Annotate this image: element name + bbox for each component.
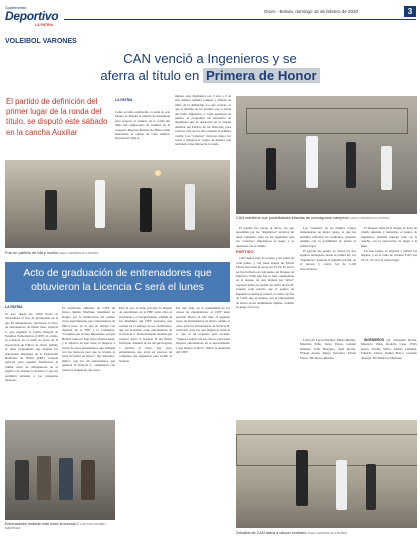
player-figure	[366, 464, 376, 510]
article1-headline	[0, 50, 420, 84]
logo-main-text: Deportivo	[5, 9, 59, 23]
results-section-title: PARTIDO	[236, 249, 254, 255]
page-number-badge	[404, 6, 416, 17]
results-can-lineup: CAN (3): Lucio Zeballos, Mario Murillo, Mauricio Peña, Javier Flores, Gabriel Jiménez, Iván Huaygua, Juan Rocha, Wilson Apaza, Diego Saavedra, Edwin Flores. DT Marco Murillo.	[300, 338, 356, 360]
article1-photo1-caption	[5, 250, 230, 255]
player-figure	[346, 142, 356, 188]
article1-photo-team	[236, 96, 417, 214]
article2-byline: LA PATRIA	[5, 305, 23, 309]
person-figure	[37, 456, 51, 500]
article1-byline: LA PATRIA	[115, 98, 133, 102]
player-figure	[185, 184, 195, 230]
photo2-caption-text: CAN mantiene sus posibilidades intactas de consagrarse campeón	[236, 216, 349, 220]
article2-photo-credit: CAPTURA RUBÉN MARTÍNEZ	[5, 522, 106, 530]
player-figure	[266, 148, 276, 190]
ingenieros-title: INGENIEROS	[364, 338, 385, 342]
article1-col1: Como se tenía establecido, la tarde de este sábado se disputó el partido de desempate para conocer al primero de la ronda del título del campeonato de voleibol en la categoría Mayores Primera de Honor rama masculina, el equipo de Club Atlético Nacional (CAN) se	[115, 110, 170, 141]
newspaper-logo	[5, 5, 61, 29]
photo1-caption-text: Fue un partido de ida y vuelta	[5, 250, 58, 255]
article2-headline-line2: obtuvieron la Licencia C será el lunes	[31, 282, 204, 293]
article2-photo-caption	[5, 522, 120, 530]
player-figure	[336, 460, 347, 510]
article2-caption-text: Entrenadores recibirán este lunes la licencia C	[5, 522, 80, 526]
article2-headline-band	[5, 262, 230, 302]
ingenieros-lineup-text: (2): Sebastián Rocha, Mauricio Vidal, Rodolfo Cano, Willy Iporre, Freddy Villca, Andrés Lemoine, Eduardo Claros, Daniel Bravo, Gonzalo Arteaga. DT Mauricio Martínez.	[361, 338, 417, 360]
player-figure	[381, 146, 392, 190]
results-photo-attack	[236, 420, 417, 528]
person-figure	[59, 458, 73, 500]
article1-col4b-text: En este torneo se llegaron a definir los lugares, y en la rama de varones CAN por 25-21, 25-16 y el cuarto lugar.	[361, 249, 417, 262]
article1-headline-line1: CAN venció a Ingenieros y se	[123, 51, 297, 66]
article1-col2: impuso ante Ingenieros por 3 sets a 2 de este manera terminó primero y afianzó su título en la definición. Lo que ocurrió, es que al término de los partidos por la ronda del título, Ingenieros y CAN igualaron en puntos, al programar un encuentro de desempate que se desarrolló en la cancha Auxiliar del Palacio de los Deportes, para conocer cuál de los dos ocupaba la primera casilla. Los "canarios" tuvieron mejor los cosas y ganaron el cotejo de manera que terminan como líderes de la ronda.	[175, 94, 231, 147]
page-number: 3	[407, 7, 413, 16]
page-header	[0, 0, 420, 32]
photo3-caption-text: Zeballos de CAN ataca a campo contrario	[236, 531, 307, 535]
person-figure	[81, 460, 95, 500]
photo3-credit: ALEX CAMARGO/LA PATRIA	[307, 531, 348, 535]
photo1-credit: ALEX CAMARGO/LA PATRIA	[58, 251, 99, 255]
article2-headline-line1: Acto de graduación de entrenadores que	[23, 268, 212, 279]
player-figure	[306, 136, 318, 188]
article1-headline-line2-wrap	[0, 67, 420, 84]
results-col1b-text: CAN nunca bajó los brazos y dio pelea en cada punto, y con buen ataque de Edwin Flores marcaron el tercer set 25-22. El tercer set fue luchado en cada punto, un bloqueo de Mauricio Vidal que fue el más contundente en el ataque, de esta manera los "albos" lograron ganar en sentido un cierre de 25-20. Cuando todo parecía que el equipo de Ingenieros tendría el control, el cuarto set fue de CAN, que se impuso con la Universidad de Oruro en un rendimiento óptimo, avalado su juego en la red.	[236, 256, 294, 309]
net-shape	[246, 108, 408, 134]
net-shape	[236, 434, 417, 466]
results-col1	[236, 226, 294, 416]
article2-col3: Para el acto se tiene previsto, la llegada de autoridades de la FBF, entre ellos el presidente y el vicepresidente, además de los miembros del CIEF nacional, que estarán en la entrega de los certificados, que los acreditan como entrenadores de la licencia C. Posteriormente tendrán que avanzar hacia la licencia B del fútbol boliviano. Además de los 49 que llegaron a aprobar el curso, hay otros entrenadores que están en proceso de completar sus exigencias para recibir la licencia.	[119, 306, 172, 363]
ball-icon	[155, 170, 161, 176]
article2-col4: Por otro lado, en la continuidad de los cursos de entrenadores, el CIEF tiene previsto iniciar en este mes, el segundo curso de entrenadores en Oruro, siendo el curso para los entrenadores de licencia B, reservado para los que tengan la licencia C, que es un requisito para acceder. "Vamos a seguir con los cursos, para tener mejores entrenadores en el departamento y que mejore el nivel", indicó la autoridad del CIEF.	[176, 306, 230, 355]
article2-col2: El certificado emitente de CIEF en Oruro, Rubén Martínez, manifestó su alegría por la finalización del primer curso especializado para entrenadores de fútbol base, en el que se trabajó con material de la FBF y la Conmebol. "Creemos que es muy importante, porque Bolivia tiene un bajo nivel internacional, y el objetivo de este curso es mejorar, a través de estos entrenadores que trabajan con los menores para que se levante el nivel de fútbol de Oruro", dijo Martínez. Indicó, que los 49 entrenadores que ganaron la licencia C, cumplieron con todas las exigencias del curso.	[62, 306, 115, 372]
player-figure	[45, 190, 57, 230]
article1-col4	[361, 226, 417, 336]
article1-col4-text: El bloqueo entre en el ataque, se llevó un triunfo ajustado y merecido, el equipo de Ingenieros también entregó todo en la cancha, con la expectativa de llegar a la final.	[361, 226, 417, 248]
article1-headline-highlight: Primera de Honor	[203, 68, 320, 83]
results-ingenieros-lineup	[361, 338, 417, 360]
article1-lead: El partido de definición del primer lugar de la ronda del título, se disputó este sábado en la cancha Auxiliar	[6, 97, 108, 137]
article1-col3	[300, 226, 356, 336]
logo-top-text: Suplemento	[5, 5, 27, 10]
article1-col3-text: Los "canarios" en los últimos cotejos demostraron un mejor juego, lo que les permitió remontar los resultados, ganando además con la posibilidad de pelear el primer lugar.	[300, 226, 356, 248]
photo2-credit: ALEX CAMARGO/LA PATRIA	[349, 216, 390, 220]
logo-sub-text: LA PATRIA	[35, 23, 54, 27]
person-figure	[15, 460, 29, 500]
article1-photo2-caption	[236, 216, 420, 220]
article2-col1: El acto desde las 18:00 horas se desarrollará el acto de graduación en el que 49 entrenadores, aprobaron el curso de entrenadores de fútbol base, licencia C, que organizó el Centro Integral de Estudios Futbolísticos (CIEF) el evento se realizará en el salón de actos de la Asociación de Fútbol de Oruro (AFO), se tiene programado que lleguen los principales dirigentes de la Federación Boliviana de Fútbol (FBF). Jornada especial para quienes finalizaron el primer curso de entrenadores en el objetivo de obtener la licencia C que les permitirá entrenar a las categorías menores.	[5, 312, 58, 383]
article1-headline-line2: aferra al título en	[100, 68, 203, 83]
results-lineups	[300, 338, 417, 418]
player-figure	[140, 188, 152, 232]
player-figure	[95, 180, 105, 228]
article2-photo-coaches	[5, 420, 115, 520]
article1-col3b-text: El partido fue parejo, se vieron los dos equipos entregados desde el primer set, los "ingenieros" ganaron el segundo parcial, en el tercero y cuarto los de CAN reaccionaron.	[300, 249, 356, 271]
results-photo-caption	[236, 531, 420, 535]
header-rule	[64, 19, 416, 20]
article1-photo-volleyball	[5, 160, 230, 248]
results-col1-text: El partido fue parejo al inicio, los que apostaban por los "ingenieros" tuvieron un buen comienzo, pero en los siguientes sets los "canarios" impusieron su juego y se quedaron con el triunfo.	[236, 226, 294, 248]
edition-line: Oruro - Bolivia, domingo 16 de febrero de 2020	[264, 9, 359, 14]
article1-section: VOLEIBOL VARONES	[5, 38, 77, 45]
player-figure	[296, 450, 308, 506]
